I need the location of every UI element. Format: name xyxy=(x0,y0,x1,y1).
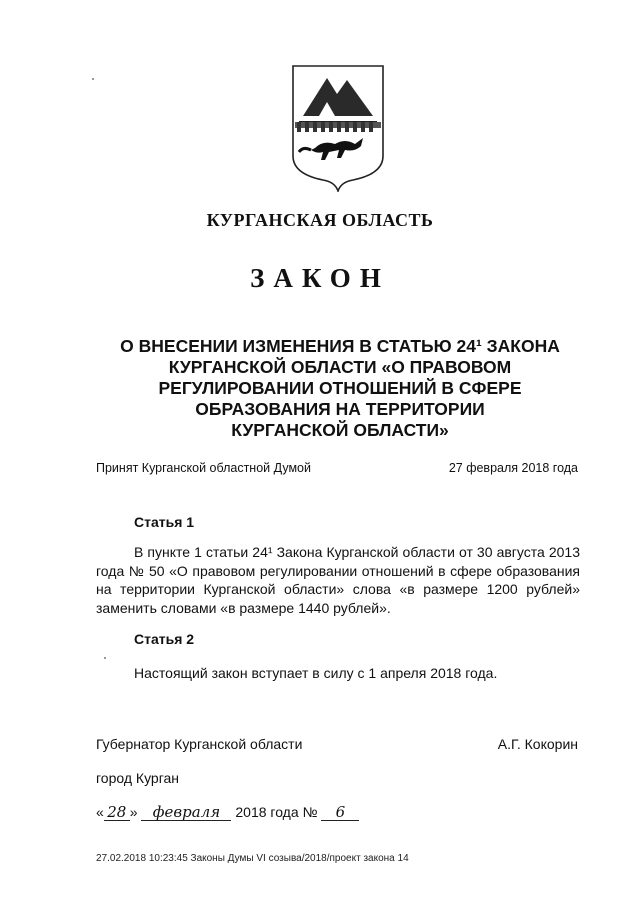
handwritten-number: 6 xyxy=(321,804,359,821)
law-title-line: РЕГУЛИРОВАНИИ ОТНОШЕНИЙ В СФЕРЕ xyxy=(158,378,522,398)
law-title-line: КУРГАНСКОЙ ОБЛАСТИ» xyxy=(231,420,449,440)
law-title xyxy=(110,336,570,441)
signer-title: Губернатор Курганской области xyxy=(96,736,303,752)
handwritten-day: 28 xyxy=(104,804,130,821)
law-title-line: ОБРАЗОВАНИЯ НА ТЕРРИТОРИИ xyxy=(195,399,485,419)
law-title-line: КУРГАНСКОЙ ОБЛАСТИ «О ПРАВОВОМ xyxy=(168,357,512,377)
article-1-heading: Статья 1 xyxy=(134,514,195,530)
date-year-and-number-label: 2018 года № xyxy=(235,804,318,820)
city-name: город Курган xyxy=(96,770,180,786)
document-type: ЗАКОН xyxy=(250,263,390,293)
article-2-text: Настоящий закон вступает в силу с 1 апреля 2018 года. xyxy=(134,665,498,681)
date-open-quote: « xyxy=(96,804,104,820)
scan-speck xyxy=(104,657,106,659)
region-name: КУРГАНСКАЯ ОБЛАСТЬ xyxy=(206,210,434,230)
date-close-quote: » xyxy=(129,804,138,820)
coat-of-arms-emblem xyxy=(289,64,387,192)
scan-speck xyxy=(92,78,94,80)
article-2-heading: Статья 2 xyxy=(134,631,195,647)
signer-name: А.Г. Кокорин xyxy=(497,736,578,752)
adopted-date: 27 февраля 2018 года xyxy=(448,461,578,475)
adoption-line xyxy=(96,461,578,475)
law-title-line: О ВНЕСЕНИИ ИЗМЕНЕНИЯ В СТАТЬЮ 24¹ ЗАКОНА xyxy=(120,336,560,356)
date-number-line xyxy=(96,804,359,821)
document-footer: 27.02.2018 10:23:45 Законы Думы VI созыва/2018/проект закона 14 xyxy=(96,853,409,864)
adopted-by: Принят Курганской областной Думой xyxy=(96,461,311,475)
signature-line xyxy=(96,736,578,752)
handwritten-month: февраля xyxy=(141,804,231,821)
article-1-text: В пункте 1 статьи 24¹ Закона Курганской области от 30 августа 2013 года № 50 «О правовом регулировании отношений в сфере образования на территории Курганской области» слова «в размере 1200 рублей» заменить словами «в размере 1440 рублей». xyxy=(96,544,580,616)
